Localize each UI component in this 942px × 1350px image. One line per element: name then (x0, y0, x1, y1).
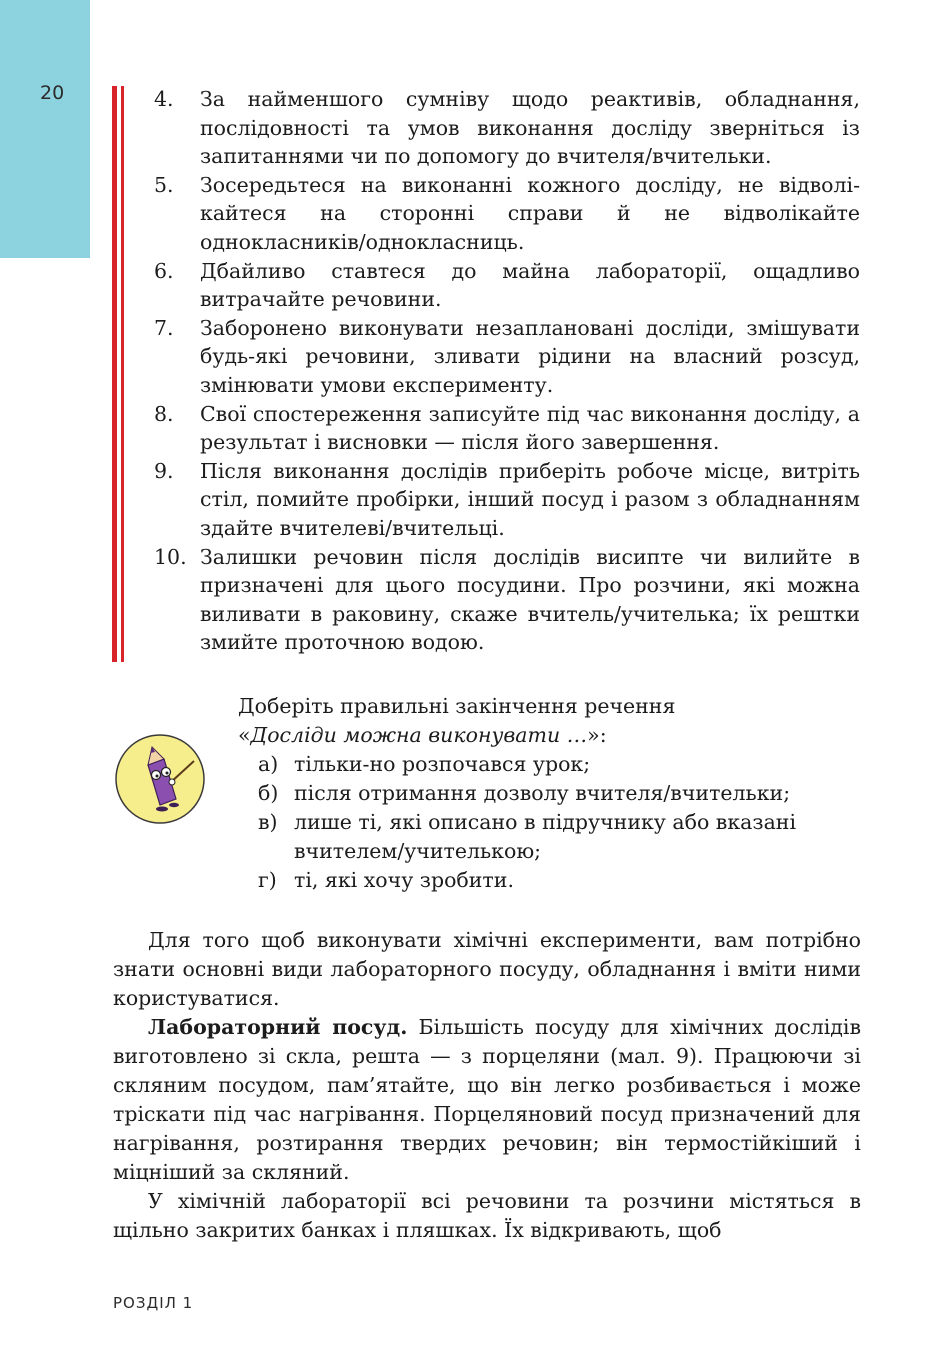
task-prompt: Доберіть правильні закінчення речення (238, 694, 676, 718)
option-text: тільки-но розпочався урок; (294, 752, 591, 776)
rule-text: Залишки речовин після дослідів висипте чи вилийте в призначені для цього посудини. Про розчини, які можна виливати в раковину, скаже вчитель/учителька; їх рештки змийте проточною водою. (200, 544, 860, 655)
answer-options (238, 750, 868, 895)
rule-text: За найменшого сумніву щодо реактивів, обладнання, послідовності та умов виконання досліду зверніться із запитаннями чи по допомогу до вчителя/вчительки. (200, 87, 860, 169)
side-tab (0, 0, 90, 258)
rule-number: 5. (154, 172, 174, 197)
answer-option (238, 750, 868, 779)
rules-margin-bar (112, 86, 124, 662)
option-label: б) (258, 781, 279, 805)
paragraph (113, 1013, 861, 1187)
paragraph: У хімічній лабораторії всі речовини та розчини містяться в щільно закритих банках і пляшках. Їх відкривають, щоб (113, 1189, 861, 1242)
answer-option (238, 808, 868, 866)
rule-text: Заборонено виконувати незаплановані досліди, змішувати будь-які речовини, зливати рідини на власний розсуд, змінювати умови експерименту. (200, 315, 860, 397)
section-footer: РОЗДІЛ 1 (113, 1294, 194, 1312)
rule-item (154, 457, 860, 543)
rule-item (154, 543, 860, 657)
pencil-teacher-icon (114, 725, 206, 833)
option-label: в) (258, 810, 278, 834)
rule-item (154, 85, 860, 171)
body-text (113, 926, 861, 1245)
quote-close: »: (587, 723, 607, 747)
question-task (238, 692, 868, 895)
option-label: а) (258, 752, 279, 776)
option-text: ті, які хочу зробити. (294, 868, 514, 892)
margin-bar-thick (112, 86, 117, 662)
rule-text: Зосередьтеся на виконанні кожного досліду, не відволікайтеся на сторонні справи й не відволікайте однокласників/однокласниць. (200, 172, 860, 254)
answer-option (238, 779, 868, 808)
rule-text: Дбайливо ставтеся до майна лабораторії, ощадливо витрачайте речовини. (200, 258, 860, 312)
option-label: г) (258, 868, 277, 892)
answer-option (238, 866, 868, 895)
rule-number: 8. (154, 401, 174, 426)
quote-italic-text: Досліди можна виконувати … (250, 723, 588, 747)
paragraph: Для того щоб виконувати хімічні експерименти, вам потрібно знати основні види лабораторного посуду, обладнання і вміти ними користуватися. (113, 928, 861, 1010)
task-quote (238, 721, 868, 750)
rule-text: Після виконання дослідів приберіть робоче місце, витріть стіл, помийте пробірки, інший посуд і разом з обладнанням здайте вчителеві/вчительці. (200, 458, 860, 540)
quote-open: « (238, 723, 251, 747)
margin-bar-thin (121, 86, 124, 662)
rule-item (154, 257, 860, 314)
option-text: лише ті, які описано в підручнику або вказані вчителем/учителькою; (294, 810, 797, 863)
section-term: Лабораторний посуд. (148, 1015, 408, 1039)
rule-item (154, 171, 860, 257)
safety-rules-list (154, 85, 860, 657)
rule-item (154, 314, 860, 400)
rule-number: 9. (154, 458, 174, 483)
rule-number: 4. (154, 87, 174, 111)
rule-number: 10. (154, 544, 187, 569)
rule-text: Свої спостереження записуйте під час виконання досліду, а результат і висновки — після його завершення. (200, 401, 860, 455)
option-text: після отримання дозволу вчителя/вчительки; (294, 781, 791, 805)
paragraph-text: Більшість посуду для хімічних дослідів виготовлено зі скла, решта — з порцеляни (мал. 9). Працюючи зі скляним посудом, пам’ятайте, що він легко розбивається і може тріскати під час нагрівання. Порцеляновий посуд призначений для нагрівання, розтирання твердих речовин; він термостійкіший і міцніший за скляний. (113, 1015, 862, 1184)
rule-number: 7. (154, 315, 174, 340)
rule-item (154, 400, 860, 457)
rule-number: 6. (154, 258, 174, 283)
page-number: 20 (40, 82, 65, 104)
